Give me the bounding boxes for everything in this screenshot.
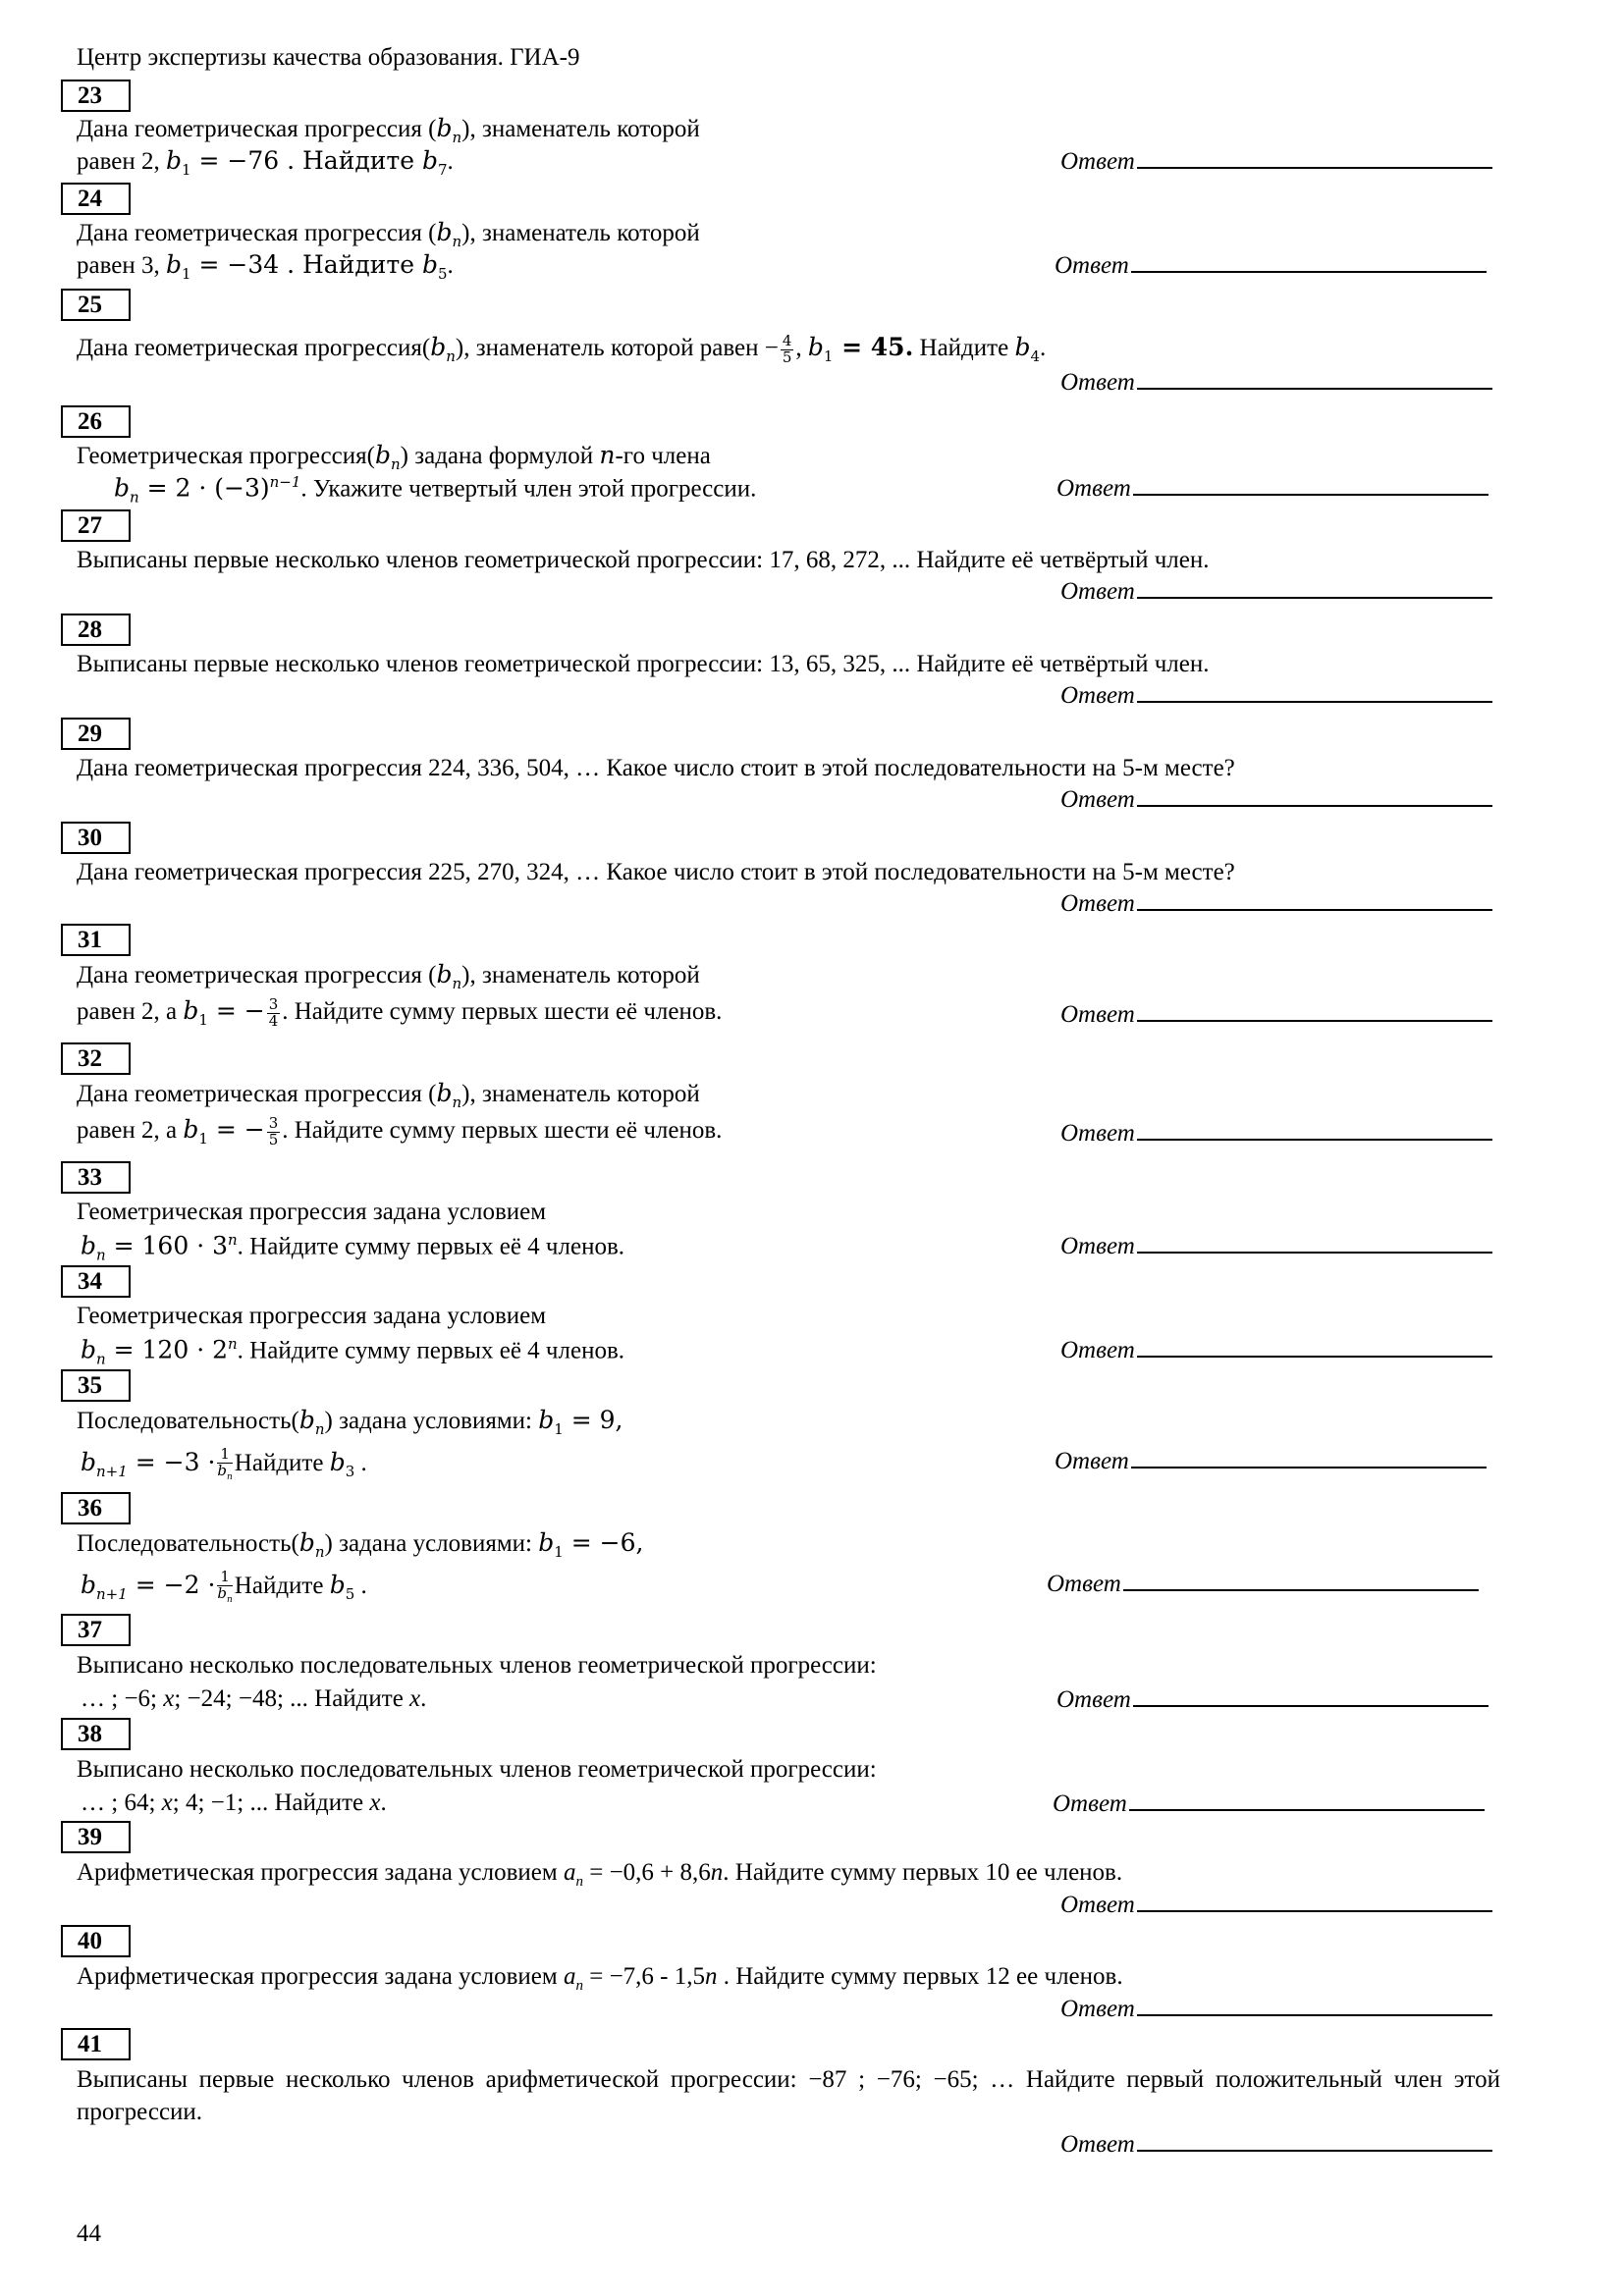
problem-31-line-2: равен 2, а $b_1$ = − $\frac{3}{4}$ . Найдите сумму первых шести её членов. bbox=[77, 995, 723, 1030]
answer-36: Ответ bbox=[1047, 1571, 1479, 1598]
problem-23-line-2: равен 2, $b_1 = -76$ . Найдите $b_7$. bbox=[77, 146, 454, 179]
answer-38-field[interactable] bbox=[1129, 1808, 1485, 1811]
answer-35-field[interactable] bbox=[1131, 1466, 1487, 1468]
fraction-1-over-bn: $\frac{1}{b_n}$ bbox=[217, 1568, 233, 1605]
problem-number-35: 35 bbox=[61, 1369, 131, 1402]
problem-number-30: 30 bbox=[61, 822, 131, 854]
answer-38: Ответ bbox=[1053, 1790, 1485, 1818]
problem-34-line-2: $b_n = 120 \cdot 2^n$. Найдите сумму первых её 4 членов. bbox=[81, 1335, 624, 1368]
answer-31: Ответ bbox=[1060, 1001, 1492, 1029]
problem-26-line-1: Геометрическая $прогрессия(b_n)$ задана формулой n-го члена bbox=[77, 441, 711, 473]
answer-27-field[interactable] bbox=[1137, 596, 1492, 599]
page-number: 44 bbox=[77, 2220, 101, 2247]
problem-number-41: 41 bbox=[61, 2028, 131, 2060]
problem-32-line-1: Дана геометрическая прогрессия $(b_n)$, знаменатель которой bbox=[77, 1079, 700, 1111]
answer-40-field[interactable] bbox=[1137, 2013, 1492, 2016]
problem-36-line-1: $Последовательность(b_n)$ задана условиями: $b_1 = -6$, bbox=[77, 1528, 644, 1561]
answer-30-field[interactable] bbox=[1137, 908, 1492, 911]
problem-number-40: 40 bbox=[61, 1925, 131, 1957]
problem-number-38: 38 bbox=[61, 1718, 131, 1750]
problem-26-line-2: $b_n = 2 \cdot (-3)^{n-1}$. Укажите четвертый член этой прогрессии. bbox=[114, 473, 757, 507]
problem-number-25: 25 bbox=[61, 289, 131, 321]
problem-number-31: 31 bbox=[61, 924, 131, 956]
problem-31-line-1: Дана геометрическая прогрессия $(b_n)$, знаменатель которой bbox=[77, 960, 700, 992]
problem-37-line-2: … ; −6; x; −24; −48; ... Найдите x. bbox=[81, 1685, 427, 1712]
problem-number-39: 39 bbox=[61, 1821, 131, 1853]
problem-number-23: 23 bbox=[61, 80, 131, 112]
answer-40: Ответ bbox=[1060, 1996, 1492, 2023]
problem-number-27: 27 bbox=[61, 509, 131, 542]
answer-27: Ответ bbox=[1060, 578, 1492, 606]
answer-29: Ответ bbox=[1060, 786, 1492, 814]
fraction-1-over-bn: $\frac{1}{b_n}$ bbox=[217, 1445, 233, 1482]
problem-38-line-1: Выписано несколько последовательных членов геометрической прогрессии: bbox=[77, 1756, 877, 1783]
problem-37-line-1: Выписано несколько последовательных членов геометрической прогрессии: bbox=[77, 1652, 877, 1679]
problem-38-line-2: … ; 64; x; 4; −1; ... Найдите x. bbox=[81, 1789, 387, 1816]
answer-35: Ответ bbox=[1055, 1448, 1487, 1475]
problem-33-line-1: Геометрическая прогрессия задана условием bbox=[77, 1199, 547, 1225]
problem-34-line-1: Геометрическая прогрессия задана условием bbox=[77, 1303, 547, 1329]
answer-37-field[interactable] bbox=[1133, 1704, 1489, 1707]
problem-41-text: Выписаны первые несколько членов арифметической прогрессии: −87 ; −76; −65; … Найдите первый положительный член этой прогрессии. bbox=[77, 2066, 1500, 2125]
answer-28: Ответ bbox=[1060, 682, 1492, 710]
problem-33-line-2: $b_n = 160 \cdot 3^n$. Найдите сумму первых её 4 членов. bbox=[81, 1231, 624, 1264]
answer-33: Ответ bbox=[1060, 1233, 1492, 1260]
answer-34-field[interactable] bbox=[1137, 1355, 1492, 1358]
answer-26: Ответ bbox=[1056, 475, 1489, 503]
problem-25-line-1: Дана геометрическая $прогрессия(b_n)$, знаменатель которой равен − $\frac{4}{5}$ , $b_1 = 45$. Найдите $b_4$. bbox=[77, 332, 1047, 366]
answer-24: Ответ bbox=[1055, 252, 1487, 280]
answer-34: Ответ bbox=[1060, 1337, 1492, 1364]
answer-23: Ответ bbox=[1060, 148, 1492, 176]
answer-31-field[interactable] bbox=[1137, 1019, 1492, 1022]
problem-29-text: Дана геометрическая прогрессия 224, 336, 504, … Какое число стоит в этой последовательности на 5-м месте? bbox=[77, 755, 1235, 781]
answer-37: Ответ bbox=[1056, 1686, 1489, 1714]
answer-28-field[interactable] bbox=[1137, 700, 1492, 703]
problem-23-line-1: Дана геометрическая прогрессия $(b_n)$, знаменатель которой bbox=[77, 114, 700, 146]
answer-41: Ответ bbox=[1060, 2131, 1492, 2159]
problem-24-line-1: Дана геометрическая прогрессия $(b_n)$, знаменатель которой bbox=[77, 218, 700, 250]
problem-number-24: 24 bbox=[61, 183, 131, 215]
answer-39: Ответ bbox=[1060, 1892, 1492, 1919]
problem-35-line-1: $Последовательность(b_n)$ задана условиями: $b_1 = 9$, bbox=[77, 1406, 623, 1438]
problem-number-34: 34 bbox=[61, 1265, 131, 1298]
answer-33-field[interactable] bbox=[1137, 1251, 1492, 1254]
fraction-3-5: $\frac{3}{5}$ bbox=[268, 1114, 279, 1148]
problem-number-29: 29 bbox=[61, 718, 131, 750]
fraction-3-4: $\frac{3}{4}$ bbox=[268, 995, 279, 1030]
problem-35-line-2: $b_{n+1} = -3$ · $\frac{1}{b_n}$ Найдите $b_3$ . bbox=[81, 1445, 367, 1482]
problem-number-37: 37 bbox=[61, 1614, 131, 1646]
answer-23-field[interactable] bbox=[1137, 166, 1492, 169]
problem-32-line-2: равен 2, а $b_1$ = − $\frac{3}{5}$ . Найдите сумму первых шести её членов. bbox=[77, 1114, 723, 1148]
answer-25-field[interactable] bbox=[1137, 387, 1492, 390]
problem-number-28: 28 bbox=[61, 614, 131, 646]
answer-32-field[interactable] bbox=[1137, 1138, 1492, 1141]
problem-39-text: Арифметическая прогрессия задана условием $a_n = -0,6 + 8,6n$. Найдите сумму первых 10 ее членов. bbox=[77, 1859, 1123, 1890]
answer-39-field[interactable] bbox=[1137, 1909, 1492, 1912]
answer-24-field[interactable] bbox=[1131, 270, 1487, 273]
problem-number-26: 26 bbox=[61, 405, 131, 438]
problem-28-text: Выписаны первые несколько членов геометрической прогрессии: 13, 65, 325, ... Найдите её четвёртый член. bbox=[77, 651, 1210, 677]
problem-number-33: 33 bbox=[61, 1161, 131, 1194]
answer-32: Ответ bbox=[1060, 1120, 1492, 1148]
problem-27-text: Выписаны первые несколько членов геометрической прогрессии: 17, 68, 272, ... Найдите её четвёртый член. bbox=[77, 547, 1210, 573]
answer-26-field[interactable] bbox=[1133, 493, 1489, 496]
problem-40-text: Арифметическая прогрессия задана условием $a_n = -7,6 - 1,5n$ . Найдите сумму первых 12 ее членов. bbox=[77, 1963, 1123, 1994]
answer-41-field[interactable] bbox=[1137, 2149, 1492, 2152]
page-header: Центр экспертизы качества образования. ГИА-9 bbox=[77, 44, 580, 71]
problem-number-32: 32 bbox=[61, 1042, 131, 1075]
problem-number-36: 36 bbox=[61, 1492, 131, 1524]
fraction-4-5: $\frac{4}{5}$ bbox=[782, 332, 792, 366]
answer-30: Ответ bbox=[1060, 890, 1492, 918]
answer-36-field[interactable] bbox=[1123, 1588, 1479, 1591]
problem-24-line-2: равен 3, $b_1 = -34$ . Найдите $b_5$. bbox=[77, 250, 454, 283]
problem-30-text: Дана геометрическая прогрессия 225, 270, 324, … Какое число стоит в этой последовательности на 5-м месте? bbox=[77, 859, 1235, 885]
problem-36-line-2: $b_{n+1} = -2$ · $\frac{1}{b_n}$ Найдите $b_5$ . bbox=[81, 1568, 367, 1605]
answer-29-field[interactable] bbox=[1137, 804, 1492, 807]
answer-25: Ответ bbox=[1060, 369, 1492, 397]
